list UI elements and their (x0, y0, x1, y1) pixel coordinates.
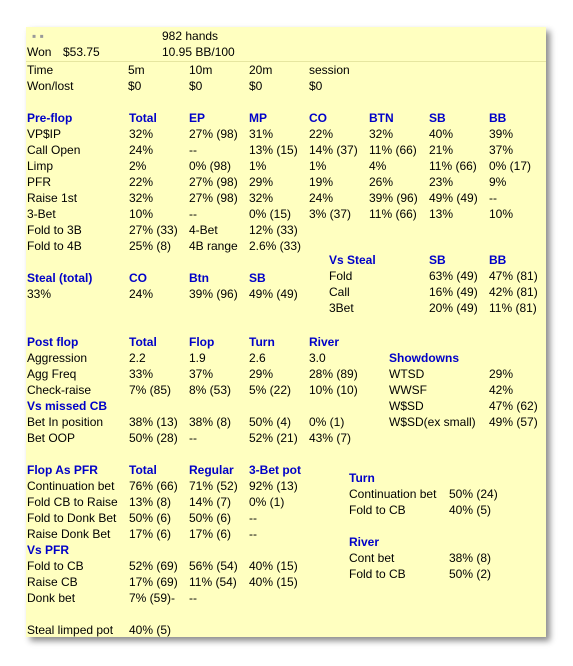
flop-pfr-rows-label: Fold to Donk Bet (27, 511, 117, 525)
preflop-col-sb: SB (429, 111, 446, 125)
flop-pfr-rows-cell: 17% (6) (129, 527, 172, 541)
won-value: $53.75 (63, 45, 100, 59)
preflop-rows-cell: -- (489, 191, 497, 205)
wonlost-20m: $0 (249, 79, 263, 93)
steal-total-value: 33% (27, 287, 52, 301)
vs-steal-rows-cell: 11% (81) (489, 301, 537, 315)
preflop-rows-cell: 22% (309, 127, 334, 141)
flop-pfr-rows-cell: 13% (8) (129, 495, 172, 509)
flop-pfr-col-3bet: 3-Bet pot (249, 463, 301, 477)
steal-col-btn: Btn (189, 271, 209, 285)
vs-steal-rows-cell: 42% (81) (489, 285, 538, 299)
preflop-rows-cell: 1% (249, 159, 267, 173)
showdowns-title: Showdowns (389, 351, 459, 365)
vs-steal-col-bb: BB (489, 253, 507, 267)
preflop-col-total: Total (129, 111, 157, 125)
postflop-rows-cell: 7% (85) (129, 383, 172, 397)
preflop-rows-cell: 24% (129, 143, 154, 157)
postflop-rows-cell: 37% (189, 367, 214, 381)
time-label: Time (27, 63, 54, 77)
preflop-rows-cell: 2% (129, 159, 147, 173)
preflop-rows-cell: 21% (429, 143, 454, 157)
steal-btn-value: 39% (96) (189, 287, 238, 301)
turn-rows-label: Fold to CB (349, 503, 406, 517)
preflop-rows-cell: 11% (66) (369, 143, 417, 157)
preflop-rows-cell: 27% (98) (189, 127, 238, 141)
preflop-rows-label: 3-Bet (27, 207, 56, 221)
postflop-rows-cell: 33% (129, 367, 154, 381)
preflop-rows-cell: 49% (49) (429, 191, 478, 205)
postflop-rows-cell: 3.0 (309, 351, 326, 365)
preflop-rows-cell: 32% (129, 191, 154, 205)
preflop-col-btn: BTN (369, 111, 394, 125)
missed-rows-label: Bet In position (27, 415, 104, 429)
preflop-rows-cell: 24% (309, 191, 334, 205)
preflop-rows-cell: 39% (489, 127, 514, 141)
missed-rows-cell: 43% (7) (309, 431, 352, 445)
preflop-rows-cell: 25% (8) (129, 239, 172, 253)
missed-rows-cell: 38% (8) (189, 415, 232, 429)
preflop-rows-cell: 22% (129, 175, 154, 189)
flop-pfr-rows-cell: 14% (7) (189, 495, 232, 509)
preflop-rows-cell: 32% (369, 127, 394, 141)
period-10m: 10m (189, 63, 213, 77)
vs-steal-rows-cell: 20% (49) (429, 301, 478, 315)
showdown-rows-cell: 47% (62) (489, 399, 538, 413)
vs-pfr-rows-cell: 17% (69) (129, 575, 178, 589)
flop-pfr-col-regular: Regular (189, 463, 234, 477)
turn-rows-cell: 40% (5) (449, 503, 492, 517)
preflop-rows-cell: 39% (96) (369, 191, 418, 205)
vs-steal-rows-cell: 47% (81) (489, 269, 538, 283)
preflop-rows-cell: 40% (429, 127, 454, 141)
vs-pfr-rows-label: Fold to CB (27, 559, 84, 573)
steal-title: Steal (total) (27, 271, 93, 285)
preflop-rows-cell: 4B range (189, 239, 238, 253)
showdown-rows-cell: 42% (489, 383, 514, 397)
vs-pfr-title: Vs PFR (27, 543, 70, 557)
vs-steal-title: Vs Steal (329, 253, 376, 267)
vs-steal-rows-cell: 16% (49) (429, 285, 478, 299)
missed-rows-cell: 52% (21) (249, 431, 298, 445)
preflop-rows-cell: 32% (129, 127, 154, 141)
bb-per-100: 10.95 BB/100 (162, 45, 235, 59)
vs-steal-rows-label: Call (329, 285, 350, 299)
postflop-rows-label: Aggression (27, 351, 88, 365)
flop-pfr-rows-cell: 0% (1) (249, 495, 285, 509)
vs-pfr-rows-cell: 52% (69) (129, 559, 178, 573)
missed-rows-label: Bet OOP (27, 431, 76, 445)
flop-pfr-rows-label: Fold CB to Raise (27, 495, 118, 509)
missed-rows-cell: -- (189, 431, 197, 445)
postflop-title: Post flop (27, 335, 79, 349)
preflop-rows-cell: 12% (33) (249, 223, 298, 237)
period-5m: 5m (128, 63, 145, 77)
steal-limped-label: Steal limped pot (27, 623, 114, 637)
flop-pfr-rows-cell: 92% (13) (249, 479, 298, 493)
flop-pfr-rows-cell: 76% (66) (129, 479, 178, 493)
river-rows-cell: 50% (2) (449, 567, 492, 581)
preflop-rows-cell: 13% (429, 207, 454, 221)
postflop-rows-cell: 1.9 (189, 351, 206, 365)
preflop-rows-cell: 0% (17) (489, 159, 532, 173)
river-rows-label: Cont bet (349, 551, 395, 565)
steal-col-sb: SB (249, 271, 266, 285)
showdown-rows-cell: 49% (57) (489, 415, 538, 429)
turn-rows-label: Continuation bet (349, 487, 437, 501)
preflop-col-co: CO (309, 111, 327, 125)
preflop-rows-cell: -- (189, 207, 197, 221)
flop-pfr-rows-label: Continuation bet (27, 479, 115, 493)
vs-pfr-rows-cell: 56% (54) (189, 559, 238, 573)
postflop-col-flop: Flop (189, 335, 215, 349)
wonlost-5m: $0 (128, 79, 142, 93)
player-name-redacted: ▪ ▪ (32, 29, 44, 43)
preflop-rows-cell: 10% (129, 207, 154, 221)
period-20m: 20m (249, 63, 273, 77)
river-rows-cell: 38% (8) (449, 551, 492, 565)
vs-steal-rows-cell: 63% (49) (429, 269, 478, 283)
wonlost-10m: $0 (189, 79, 203, 93)
preflop-rows-label: Raise 1st (27, 191, 78, 205)
preflop-title: Pre-flop (27, 111, 73, 125)
vs-pfr-rows-cell: -- (189, 591, 197, 605)
preflop-rows-cell: 4-Bet (189, 223, 218, 237)
showdown-rows-cell: 29% (489, 367, 514, 381)
preflop-rows-cell: 0% (15) (249, 207, 292, 221)
steal-co-value: 24% (129, 287, 154, 301)
preflop-rows-cell: 31% (249, 127, 274, 141)
preflop-rows-cell: 27% (98) (189, 175, 238, 189)
preflop-rows-label: Fold to 4B (27, 239, 82, 253)
postflop-rows-cell: 2.6 (249, 351, 266, 365)
preflop-rows-cell: -- (189, 143, 197, 157)
preflop-rows-cell: 23% (429, 175, 454, 189)
preflop-rows-label: VP$IP (27, 127, 62, 141)
river-rows-label: Fold to CB (349, 567, 406, 581)
preflop-col-bb: BB (489, 111, 507, 125)
preflop-rows-label: PFR (27, 175, 51, 189)
postflop-col-turn: Turn (249, 335, 275, 349)
preflop-rows-cell: 27% (33) (129, 223, 178, 237)
preflop-rows-cell: 11% (66) (369, 207, 417, 221)
missed-rows-cell: 50% (4) (249, 415, 292, 429)
missed-rows-cell: 38% (13) (129, 415, 178, 429)
postflop-rows-label: Check-raise (27, 383, 92, 397)
preflop-rows-cell: 2.6% (33) (249, 239, 302, 253)
vs-pfr-rows-cell: 7% (59)- (129, 591, 176, 605)
vs-steal-col-sb: SB (429, 253, 446, 267)
postflop-rows-cell: 28% (89) (309, 367, 358, 381)
preflop-rows-cell: 19% (309, 175, 334, 189)
preflop-rows-cell: 26% (369, 175, 394, 189)
wonlost-label: Won/lost (27, 79, 74, 93)
vs-pfr-rows-label: Raise CB (27, 575, 78, 589)
flop-pfr-rows-cell: -- (249, 527, 257, 541)
turn-title: Turn (349, 471, 375, 485)
flop-pfr-rows-cell: 17% (6) (189, 527, 232, 541)
flop-pfr-rows-cell: 71% (52) (189, 479, 238, 493)
showdown-rows-label: W$SD (389, 399, 424, 413)
showdown-rows-label: W$SD(ex small) (389, 415, 476, 429)
missed-cb-title: Vs missed CB (27, 399, 108, 413)
preflop-rows-cell: 32% (249, 191, 274, 205)
missed-rows-cell: 50% (28) (129, 431, 178, 445)
postflop-rows-label: Agg Freq (27, 367, 77, 381)
river-title: River (349, 535, 380, 549)
wonlost-session: $0 (309, 79, 323, 93)
vs-pfr-rows-cell: 11% (54) (189, 575, 237, 589)
postflop-rows-cell: 8% (53) (189, 383, 232, 397)
postflop-rows-cell: 10% (10) (309, 383, 358, 397)
vs-pfr-rows-label: Donk bet (27, 591, 76, 605)
showdown-rows-label: WTSD (389, 367, 425, 381)
vs-steal-rows-label: Fold (329, 269, 353, 283)
period-session: session (309, 63, 350, 77)
postflop-col-river: River (309, 335, 340, 349)
preflop-rows-label: Limp (27, 159, 54, 173)
steal-col-co: CO (129, 271, 147, 285)
preflop-rows-cell: 10% (489, 207, 514, 221)
showdown-rows-label: WWSF (389, 383, 427, 397)
flop-pfr-rows-cell: 50% (6) (189, 511, 232, 525)
missed-rows-cell: 0% (1) (309, 415, 345, 429)
preflop-rows-cell: 9% (489, 175, 507, 189)
flop-pfr-title: Flop As PFR (27, 463, 98, 477)
postflop-rows-cell: 5% (22) (249, 383, 292, 397)
preflop-rows-cell: 4% (369, 159, 387, 173)
preflop-col-mp: MP (249, 111, 267, 125)
postflop-col-total: Total (129, 335, 157, 349)
vs-pfr-rows-cell: 40% (15) (249, 559, 298, 573)
preflop-rows-cell: 37% (489, 143, 514, 157)
preflop-rows-cell: 14% (37) (309, 143, 358, 157)
preflop-rows-cell: 13% (15) (249, 143, 298, 157)
steal-limped-value: 40% (5) (129, 623, 172, 637)
preflop-rows-label: Call Open (27, 143, 81, 157)
flop-pfr-col-total: Total (129, 463, 157, 477)
won-label: Won (27, 45, 52, 59)
flop-pfr-rows-label: Raise Donk Bet (27, 527, 111, 541)
preflop-rows-cell: 29% (249, 175, 274, 189)
vs-pfr-rows-cell: 40% (15) (249, 575, 298, 589)
hands-count: 982 hands (162, 29, 219, 43)
vs-steal-rows-label: 3Bet (329, 301, 354, 315)
flop-pfr-rows-cell: -- (249, 511, 257, 525)
preflop-col-ep: EP (189, 111, 206, 125)
steal-sb-value: 49% (49) (249, 287, 298, 301)
player-stats-popup (26, 27, 546, 637)
preflop-rows-cell: 27% (98) (189, 191, 238, 205)
preflop-rows-cell: 0% (98) (189, 159, 232, 173)
preflop-rows-cell: 1% (309, 159, 327, 173)
preflop-rows-label: Fold to 3B (27, 223, 82, 237)
preflop-rows-cell: 11% (66) (429, 159, 477, 173)
postflop-rows-cell: 29% (249, 367, 274, 381)
turn-rows-cell: 50% (24) (449, 487, 498, 501)
preflop-rows-cell: 3% (37) (309, 207, 352, 221)
flop-pfr-rows-cell: 50% (6) (129, 511, 172, 525)
postflop-rows-cell: 2.2 (129, 351, 146, 365)
